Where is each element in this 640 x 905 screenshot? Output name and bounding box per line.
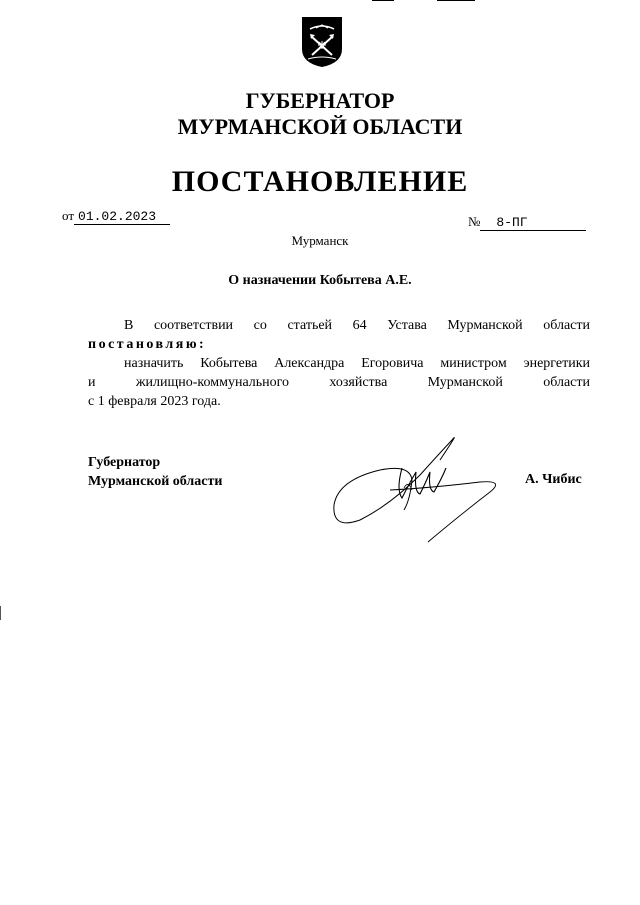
number-value: 8-ПГ — [480, 215, 586, 231]
document-type-title: ПОСТАНОВЛЕНИЕ — [171, 165, 469, 198]
authority-region: МУРМАНСКОЙ ОБЛАСТИ — [177, 114, 463, 139]
document-date — [62, 207, 170, 225]
decree-word: постановляю: — [88, 337, 207, 352]
scan-line-top-right — [437, 0, 475, 1]
issue-city: Мурманск — [291, 233, 349, 248]
signatory-title: Губернатор — [88, 455, 161, 470]
scan-line-top-left — [372, 0, 394, 1]
document-number — [468, 213, 586, 231]
body-line: В соответствии со статьей 64 Устава Мурманской области — [124, 318, 590, 333]
scan-margin-mark — [0, 606, 1, 620]
date-value: 01.02.2023 — [74, 209, 170, 225]
date-label: от — [62, 208, 75, 223]
signatory-region: Мурманской области — [88, 474, 223, 489]
handwritten-signature — [320, 420, 520, 550]
body-line: с 1 февраля 2023 года. — [88, 394, 221, 409]
document-body — [88, 316, 590, 411]
body-line: и жилищно-коммунального хозяйства Мурманской области — [88, 375, 590, 390]
signatory-name: А. Чибис — [525, 472, 582, 487]
document-subject: О назначении Кобытева А.Е. — [228, 273, 412, 288]
authority-title: ГУБЕРНАТОР — [245, 88, 395, 113]
body-line: назначить Кобытева Александра Егоровича министром энергетики — [124, 356, 590, 371]
signatory-position — [88, 453, 222, 491]
coat-of-arms-icon — [300, 15, 344, 69]
issuing-authority — [0, 88, 640, 140]
number-label: № — [468, 214, 481, 229]
